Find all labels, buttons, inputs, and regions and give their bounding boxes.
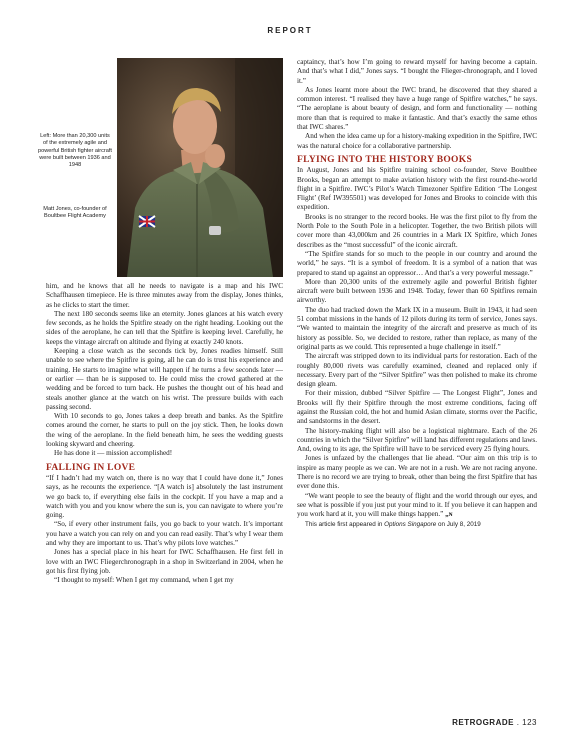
right-paragraph-7: More than 20,300 units of the extremely agile and powerful British fighter aircraft were built between 1936 and 1948. Today, fewer than 60 Spitfires remain airworthy. [297,277,537,305]
page-folio: RETROGRADE . 123 [452,718,537,727]
right-paragraph-8: The duo had tracked down the Mark IX in a museum. Built in 1943, it had seen 51 combat missions in the hands of 12 pilots during its term of service, Jones says. “We wanted to maintain the integrity of the aircraft and preserve as much of its history as possible. So, we decided to restore, rather than replace, as many of the original parts as we could. This represented a huge challenge in itself.” [297,305,537,351]
left-paragraph-7: “So, if every other instrument fails, you go back to your watch. It’s important you have a watch you can rely on and you can read easily. That’s why I wear them and why they are important to us. That’s why pilots love watches.” [46,520,283,548]
section-header: REPORT [267,26,313,35]
right-paragraph-3: And when the idea came up for a history-making expedition in the Spitfire, IWC was the natural choice for a collaborative partnership. [297,132,537,150]
end-mark: „ɴ [445,510,453,519]
footnote-suffix: on July 8, 2019 [436,520,481,528]
right-paragraph-2: As Jones learnt more about the IWC brand, he discovered that they shared a common interest. “I realised they have a huge range of Spitfire watches,” he says. “The aeroplane is about beauty of design, and form and functionality — nothing more than that is required to make it fantastic. And that’s exactly the same ethos that IWC shares.” [297,85,537,132]
right-paragraph-6: “The Spitfire stands for so much to the people in our country and around the world,” he says. “It is a symbol of freedom. It is a symbol of a nation that was prepared to stand up against an oppressor… And that’s a very powerful message.” [297,249,537,277]
left-paragraph-5: He has done it — mission accomplished! [54,449,173,458]
photo-caption-person: Matt Jones, co-founder of Boultbee Flight Academy [43,206,107,220]
source-footnote [297,520,537,529]
left-paragraph-3: Keeping a close watch as the seconds tick by, Jones readies himself. Still unable to see where the Spitfire is going, all he can do is trust his experience and training. He starts to imagine what will happen if he turns a few seconds later — or earlier — than he is supposed to. He could miss the crowd gathered at the wedding and be forced to turn back. He pushes the thought out of his head and steals another glance at the watch on his wrist. The pressure builds with each passing second. [46,347,283,411]
right-paragraph-10: For their mission, dubbed “Silver Spitfire — The Longest Flight”, Jones and Brooks will fly their Spitfire through the most extreme conditions, facing off against the Russian cold, the hot and humid Asian climate, storms over the Pacific, and sandstorms in the desert. [297,389,537,426]
footnote-publication: Options Singapore [384,520,437,528]
right-paragraph-11: The history-making flight will also be a logistical nightmare. Each of the 26 countries in which the “Silver Spitfire” will land has different regulations and laws. And, owing to its age, the Spitfire will have to be serviced every 25 flying hours. [297,426,537,454]
right-paragraph-4: In August, Jones and his Spitfire training school co-founder, Steve Boultbee Brooks, began an attempt to make aviation history with the first round-the-world flight in a Spitfire. IWC’s Pilot’s Watch Timezoner Spitfire Edition ‘The Longest Flight’ (Ref IW395501) was developed for Jones and Brooks to coincide with this expedition. [297,166,537,212]
left-paragraph-1: him, and he knows that all he needs to navigate is a map and his IWC Schaffhausen timepiece. He is three minutes away from the display, Jones thinks, as he clicks to start the timer. [46,282,283,309]
heading-flying-into-history: FLYING INTO THE HISTORY BOOKS [297,154,473,165]
left-paragraph-9: “I thought to myself: When I get my command, when I get my [54,576,234,585]
right-paragraph-13 [297,492,537,520]
left-column [46,282,283,586]
right-paragraph-9: The aircraft was stripped down to its individual parts for restoration. Each of the roughly 80,000 rivets was carefully examined, cleaned and replaced only if necessary. Every part of the “Silver Spitfire” was then polished to make its chrome design gleam. [297,352,537,389]
right-paragraph-13-text: “We want people to see the beauty of flight and the world through our eyes, and see what is possible if you just put your mind to it. If you believe it can happen and you work hard at it, you will make things happen.” [297,491,537,519]
portrait-photo [117,58,283,277]
right-paragraph-5: Brooks is no stranger to the record books. He was the first pilot to fly from the North Pole to the South Pole in a helicopter. Together, the two British pilots will cover more than 43,000km and 26 countries in a Mark IX Spitfire, which Jones describes as the “most successful” of the iconic aircraft. [297,212,537,249]
left-paragraph-6: “If I hadn’t had my watch on, there is no way that I could have done it,” Jones says, as he recounts the experience. “[A watch is] absolutely the last instrument we go back to, if everything else fails in the cockpit. If you have a map and a watch with you and you know where the sun is, you can navigate to where you’re going. [46,473,283,520]
footnote-prefix: This article first appeared in [305,520,385,528]
left-paragraph-2: The next 180 seconds seems like an eternity. Jones glances at his watch every few seconds, as he holds the Spitfire steady on the right heading. Looking out the sides of the aeroplane, he can tell that the Spitfire is keeping level. Carefully, he keeps the vintage aircraft on altitude and flying at exactly 240 knots. [46,309,283,346]
right-paragraph-12: Jones is unfazed by the challenges that lie ahead. “Our aim on this trip is to inspire as many people as we can. We are not in a rush. We are not racing anyone. There is no record we are trying to break, other than being the first Spitfire that has ever done this. [297,454,537,491]
page-number: 123 [522,718,537,727]
right-paragraph-1: captaincy, that’s how I’m going to reward myself for having become a captain. And that’s what I did,” Jones says. “I bought the Flieger-chronograph, and I loved it.” [297,58,537,85]
right-column [297,58,537,529]
left-paragraph-4: With 10 seconds to go, Jones takes a deep breath and banks. As the Spitfire comes around the corner, he starts to pull on the joy stick. Then, he looks down the wing of the aeroplane. In the field beneath him, he sees the wedding guests looking skyward and cheering. [46,412,283,449]
left-paragraph-8: Jones has a special place in his heart for IWC Schaffhausen. He first fell in love with an IWC Fliegerchronograph in a shop in Switzerland in 2004, when he got his first flying job. [46,548,283,575]
magazine-name: RETROGRADE [452,718,514,727]
photo-caption-left: Left: More than 20,300 units of the extremely agile and powerful British fighter aircraft were built between 1936 and 1948 [38,133,112,169]
heading-falling-in-love: FALLING IN LOVE [46,462,136,473]
